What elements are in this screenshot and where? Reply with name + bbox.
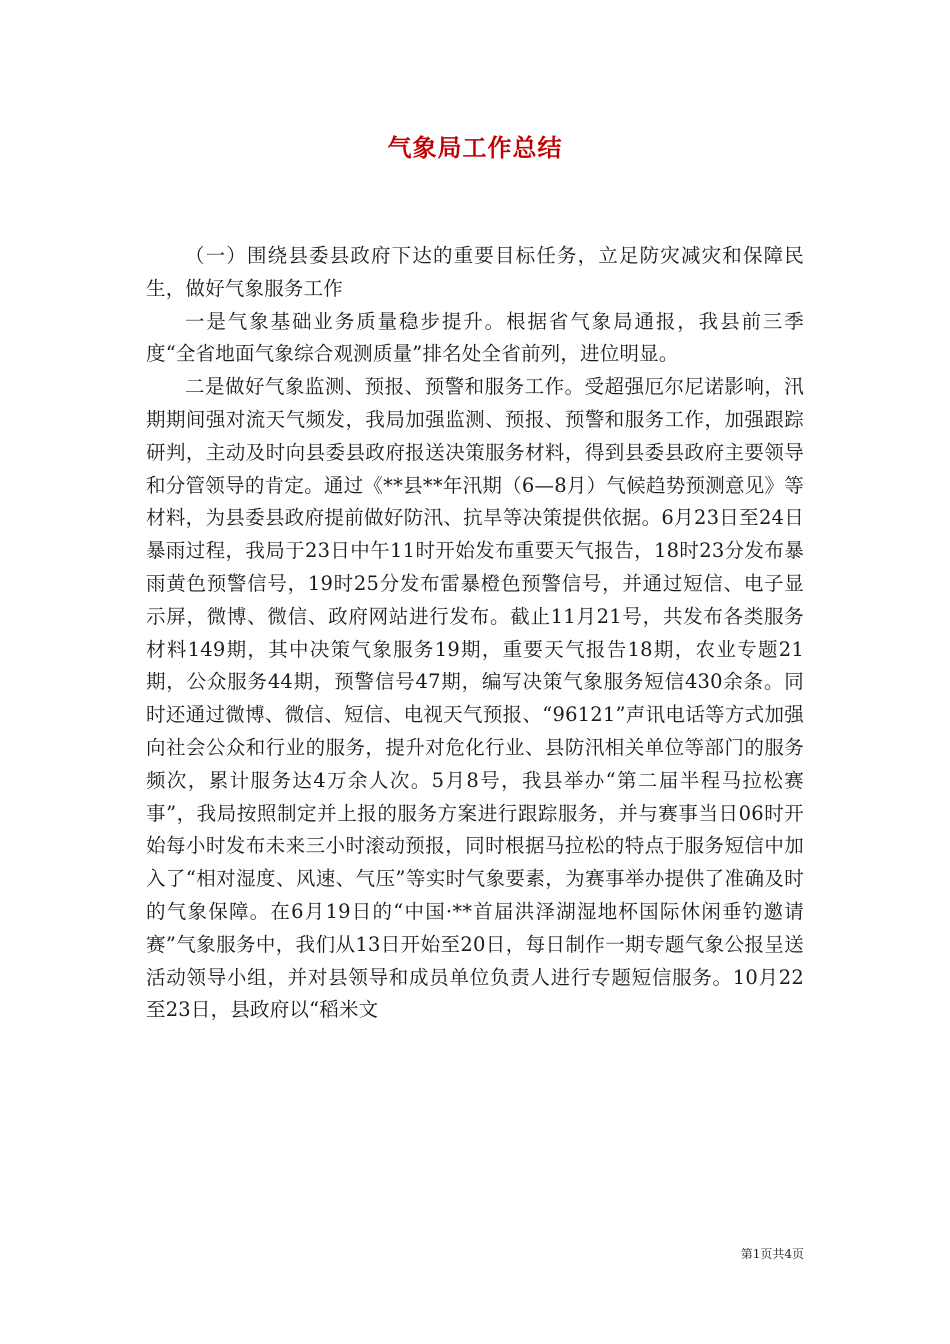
paragraph-section-heading: （一）围绕县委县政府下达的重要目标任务，立足防灾减灾和保障民生，做好气象服务工作 bbox=[146, 244, 804, 300]
document-body bbox=[146, 240, 804, 1027]
paragraph-1: 一是气象基础业务质量稳步提升。根据省气象局通报，我县前三季度“全省地面气象综合观测质量”排名处全省前列，进位明显。 bbox=[146, 309, 804, 366]
document-title: 气象局工作总结 bbox=[387, 133, 563, 162]
paragraph-2: 二是做好气象监测、预报、预警和服务工作。受超强厄尔尼诺影响，汛期期间强对流天气频发，我局加强监测、预报、预警和服务工作，加强跟踪研判，主动及时向县委县政府报送决策服务材料，得到县委县政府主要领导和分管领导的肯定。通过《**县**年汛期（6—8月）气候趋势预测意见》等材料，为县委县政府提前做好防汛、抗旱等决策提供依据。6月23日至24日暴雨过程，我局于23日中午11时开始发布重要天气报告，18时23分发布暴雨黄色预警信号，19时25分发布雷暴橙色预警信号，并通过短信、电子显示屏，微博、微信、政府网站进行发布。截止11月21号，共发布各类服务材料149期，其中决策气象服务19期，重要天气报告18期，农业专题21期，公众服务44期，预警信号47期，编写决策气象服务短信430余条。同时还通过微博、微信、短信、电视天气预报、“96121”声讯电话等方式加强向社会公众和行业的服务，提升对危化行业、县防汛相关单位等部门的服务频次，累计服务达4万余人次。5月8号，我县举办“第二届半程马拉松赛事”，我局按照制定并上报的服务方案进行跟踪服务，并与赛事当日06时开始每小时发布未来三小时滚动预报，同时根据马拉松的特点于服务短信中加入了“相对湿度、风速、气压”等实时气象要素，为赛事举办提供了准确及时的气象保障。在6月19日的“中国·**首届洪泽湖湿地杯国际休闲垂钓邀请赛”气象服务中，我们从13日开始至20日，每日制作一期专题气象公报呈送活动领导小组，并对县领导和成员单位负责人进行专题短信服务。10月22至23日，县政府以“稻米文 bbox=[146, 375, 804, 1022]
page-number-footer: 第1页共4页 bbox=[740, 1247, 804, 1261]
